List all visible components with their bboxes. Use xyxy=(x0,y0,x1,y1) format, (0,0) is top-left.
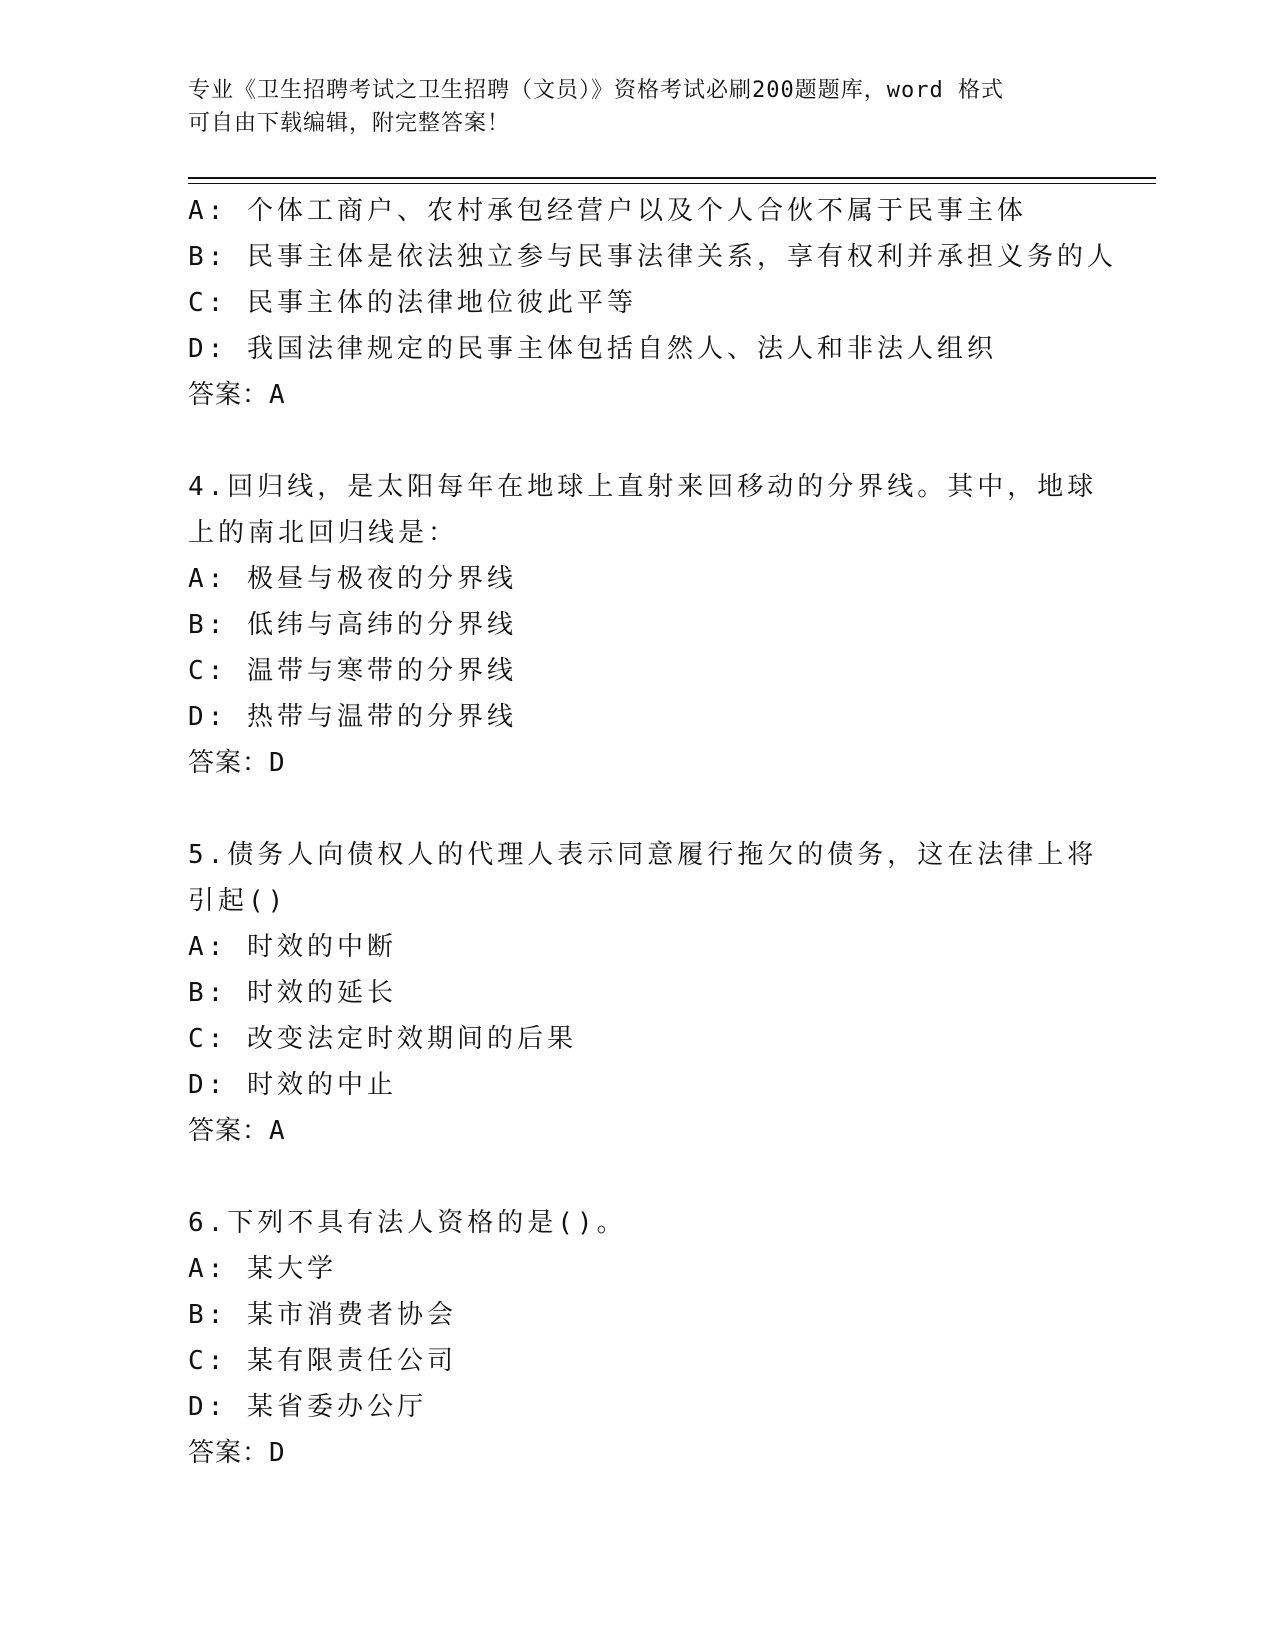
header-line-1: 专业《卫生招聘考试之卫生招聘（文员）》资格考试必刷200题题库，word 格式 xyxy=(188,78,1004,103)
answer-label: 答案： xyxy=(188,380,270,410)
question-list xyxy=(188,188,1117,1476)
option-a: A: 个体工商户、农村承包经营户以及个人合伙不属于民事主体 xyxy=(188,196,1027,226)
answer-value: A xyxy=(269,1116,286,1146)
option-d: D: 我国法律规定的民事主体包括自然人、法人和非法人组织 xyxy=(188,334,997,364)
answer-value: D xyxy=(269,748,286,778)
question-text-line-1: 6.下列不具有法人资格的是()。 xyxy=(188,1208,627,1238)
header-divider-thin xyxy=(188,183,1156,184)
option-c: C: 民事主体的法律地位彼此平等 xyxy=(188,288,637,318)
answer-row xyxy=(188,372,1088,418)
spacer xyxy=(188,418,1088,464)
question-text-line-1: 4.回归线，是太阳每年在地球上直射来回移动的分界线。其中，地球 xyxy=(188,472,1098,502)
question-5 xyxy=(188,832,1098,1154)
header-line-2: 可自由下载编辑，附完整答案！ xyxy=(188,111,511,136)
answer-row xyxy=(188,1108,1088,1154)
option-a: A: 某大学 xyxy=(188,1254,337,1284)
answer-label: 答案： xyxy=(188,748,270,778)
answer-row xyxy=(188,1430,1088,1476)
question-text-line-2: 上的南北回归线是： xyxy=(188,518,459,548)
question-3 xyxy=(188,188,1117,418)
answer-label: 答案： xyxy=(188,1116,270,1146)
answer-value: D xyxy=(269,1438,286,1468)
option-d: D: 热带与温带的分界线 xyxy=(188,702,517,732)
option-a: A: 极昼与极夜的分界线 xyxy=(188,564,517,594)
question-text-line-2: 引起() xyxy=(188,886,288,916)
option-b: B: 时效的延长 xyxy=(188,978,397,1008)
option-b: B: 民事主体是依法独立参与民事法律关系，享有权利并承担义务的人 xyxy=(188,242,1117,272)
option-c: C: 某有限责任公司 xyxy=(188,1346,457,1376)
spacer xyxy=(188,1154,1088,1200)
document-header xyxy=(188,74,1068,140)
spacer xyxy=(188,786,1088,832)
option-a: A: 时效的中断 xyxy=(188,932,397,962)
option-c: C: 温带与寒带的分界线 xyxy=(188,656,517,686)
answer-value: A xyxy=(269,380,286,410)
question-6 xyxy=(188,1200,1088,1476)
answer-label: 答案： xyxy=(188,1438,270,1468)
option-d: D: 某省委办公厅 xyxy=(188,1392,427,1422)
option-b: B: 某市消费者协会 xyxy=(188,1300,457,1330)
option-d: D: 时效的中止 xyxy=(188,1070,397,1100)
header-divider-thick xyxy=(188,177,1156,179)
question-4 xyxy=(188,464,1098,786)
answer-row xyxy=(188,740,1088,786)
question-text-line-1: 5.债务人向债权人的代理人表示同意履行拖欠的债务，这在法律上将 xyxy=(188,840,1098,870)
option-c: C: 改变法定时效期间的后果 xyxy=(188,1024,577,1054)
option-b: B: 低纬与高纬的分界线 xyxy=(188,610,517,640)
